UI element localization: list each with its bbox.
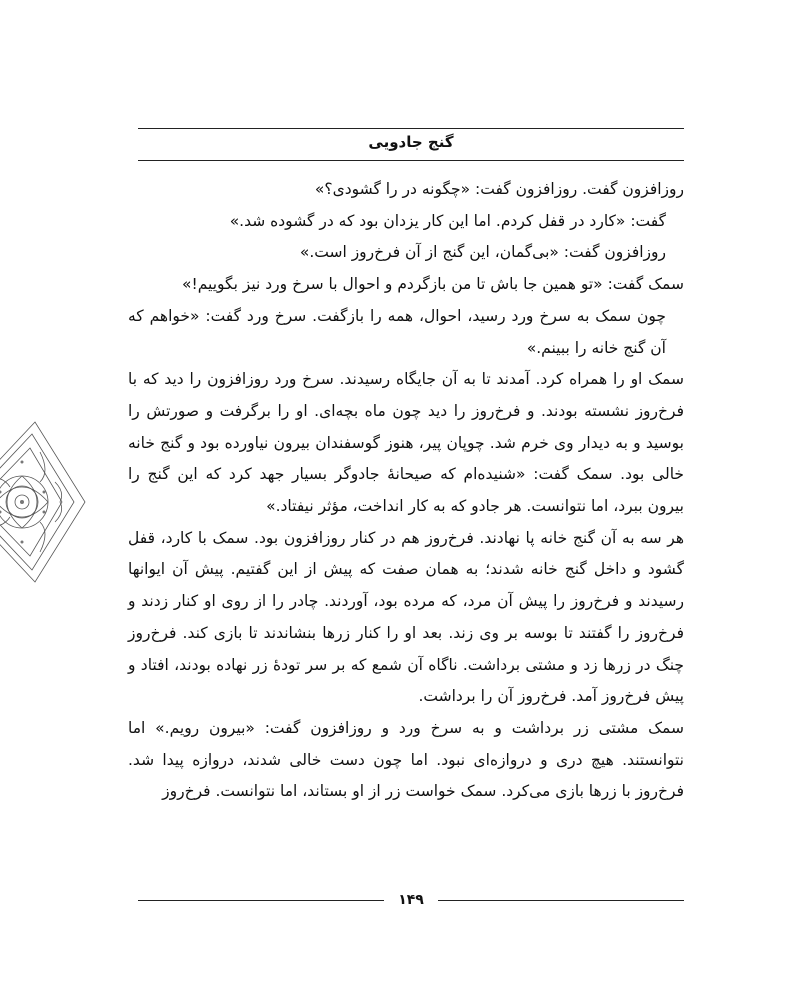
page-footer (138, 888, 684, 912)
footer-rule-left (138, 900, 384, 901)
paragraph: چون سمک به سرخ ورد رسید، احوال، همه را بازگفت. سرخ ورد گفت: «خواهم که آن گنج خانه را ببینم.» (128, 306, 666, 357)
paragraph: سمک مشتی زر برداشت و به سرخ ورد و روزافزون گفت: «بیرون رویم.» اما نتوانستند. هیچ دری و دروازه‌ای نبود. اما چون دست خالی شدند، دروازه پیدا شد. فرخ‌روز با زرها بازی می‌کرد. سمک خواست زر از او بستاند، اما نتوانست. فرخ‌روز (128, 718, 684, 801)
paragraph: سمک او را همراه کرد. آمدند تا به آن جایگاه رسیدند. سرخ ورد روزافزون را دید که با فرخ‌روز نشسته بودند. و فرخ‌روز را دید چون ماه بچه‌ای. او را برگرفت و صورتش را بوسید و به دیدار وی خرم شد. چوپان پیر، هنوز گوسفندان بیرون نیاورده بود و گنج خانه خالی بود. سمک گفت: «شنیده‌ام که صیحانهٔ جادوگر بسیار جهد کرد که این گنج را بیرون ببرد، اما نتوانست. هر جادو که به کار انداخت، مؤثر نیفتاد.» (128, 370, 684, 516)
paragraph: روزافزون گفت: «بی‌گمان، این گنج از آن فرخ‌روز است.» (299, 243, 666, 262)
footer-rule-right (438, 900, 684, 901)
decorative-ornament-icon (0, 412, 90, 592)
paragraph: سمک گفت: «تو همین جا باش تا من بازگردم و احوال با سرخ ورد نیز بگوییم!» (182, 275, 684, 294)
paragraph: روزافزون گفت. روزافزون گفت: «چگونه در را گشودی؟» (314, 180, 684, 198)
paragraph: گفت: «کارد در قفل کردم. اما این کار یزدان بود که در گشوده شد.» (229, 211, 666, 230)
page-number: ۱۴۹ (398, 892, 424, 908)
running-header-title: گنج جادویی (368, 133, 454, 151)
header-top-rule (138, 128, 684, 129)
body-text (128, 174, 684, 808)
paragraph: هر سه به آن گنج خانه پا نهادند. فرخ‌روز هم در کنار روزافزون بود. سمک با کارد، قفل گشود و داخل گنج خانه شدند؛ به همان صفت که پیش از این گفتیم. پیش آن ایوانها رسیدند و فرخ‌روز را پیش آن مرد، که مرده بود، آوردند. چادر را از روی او کنار زدند و فرخ‌روز را گفتند تا بوسه بر وی زند. بعد او را کنار زرها بنشاندند تا بازی کند. فرخ‌روز چنگ در زرها زد و مشتی برداشت. ناگاه آن شمع که بر سر تودهٔ زر نهاده بودند، افتاد و پیش فرخ‌روز آمد. فرخ‌روز آن را برداشت. (128, 528, 684, 706)
header-bottom-rule (138, 160, 684, 161)
